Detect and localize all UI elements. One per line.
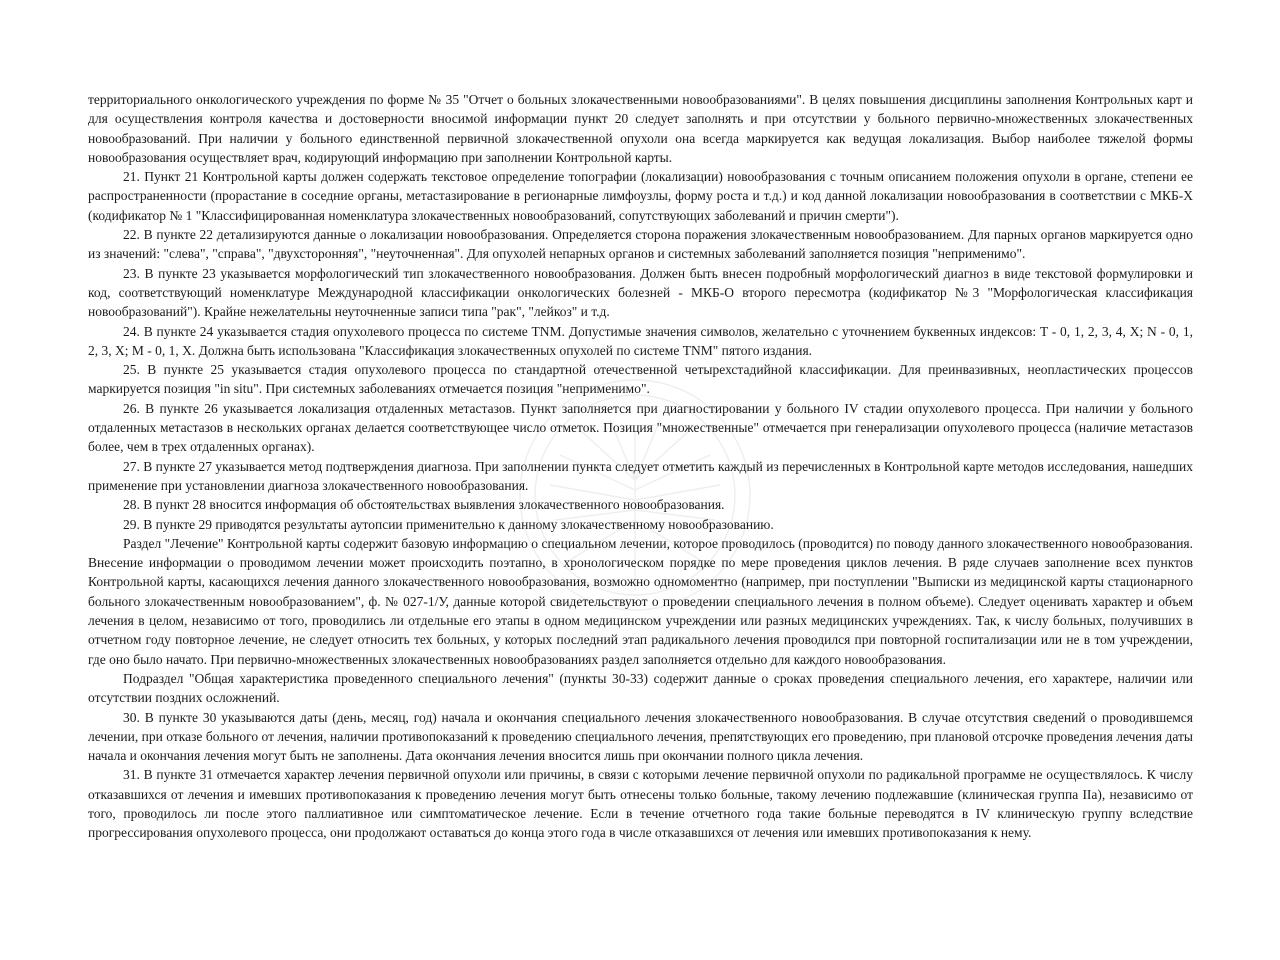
paragraph-item-22: 22. В пункте 22 детализируются данные о локализации новообразования. Определяется сторона поражения злокачественным новообразованием. Для парных органов маркируется одно из значений: "слева", "справа", "двухсторонняя", "неуточненная". Для опухолей непарных органов и системных заболеваний заполняется позиция "неприменимо". [88,227,1193,262]
paragraph-item-24: 24. В пункте 24 указывается стадия опухолевого процесса по системе TNM. Допустимые значения символов, желательно с уточнением буквенных индексов: T - 0, 1, 2, 3, 4, X; N - 0, 1, 2, 3, X; M - 0, 1, X. Должна быть использована "Классификация злокачественных опухолей по системе TNM" пятого издания. [88,323,1193,358]
paragraph-item-28: 28. В пункт 28 вносится информация об обстоятельствах выявления злокачественного новообразования. [123,497,725,513]
paragraph-treatment-section: Раздел "Лечение" Контрольной карты содержит базовую информацию о специальном лечении, которое проводилось (проводится) по поводу данного злокачественного новообразования. Внесение информации о проводимом лечении может происходить поэтапно, в хронологическом порядке по мере проведения циклов лечения. В ряде случаев заполнение всех пунктов Контрольной карты, касающихся лечения данного злокачественного новообразования, возможно одномоментно (например, при поступлении "Выписки из медицинской карты стационарного больного злокачественным новообразованием", ф. № 027-1/У, данные которой свидетельствуют о проведении специального лечения в полном объеме). Следует оценивать характер и объем лечения в целом, независимо от того, проводились ли отдельные его этапы в одном медицинском учреждении или разных медицинских учреждениях. Так, к числу больных, получивших в отчетном году повторное лечение, не следует относить тех больных, у которых последний этап радикального лечения проводился при повторной госпитализации или не в том учреждении, где оно было начато. При первично-множественных злокачественных новообразованиях раздел заполняется отдельно для каждого новообразования. [88,535,1193,667]
paragraph-item-30: 30. В пункте 30 указываются даты (день, месяц, год) начала и окончания специального лечения злокачественного новообразования. В случае отсутствия сведений о проводившемся лечении, при отказе больного от лечения, наличии противопоказаний к проведению специального лечения, препятствующих его проведению, при плановой отсрочке проведения лечения даты начала и окончания лечения могут быть не заполнены. Дата окончания лечения вносится лишь при окончании полного цикла лечения. [88,709,1193,764]
paragraph-intro: территориального онкологического учреждения по форме № 35 "Отчет о больных злокачественными новообразованиями". В целях повышения дисциплины заполнения Контрольных карт и для осуществления контроля качества и достоверности вносимой информации пункт 20 следует заполнять и при отсутствии у больного первично-множественных злокачественных новообразований. При наличии у больного единственной первичной злокачественной опухоли она всегда маркируется как ведущая локализация. Выбор наиболее тяжелой формы новообразования осуществляет врач, кодирующий информацию при заполнении Контрольной карты. [88,92,1193,165]
document-body [88,90,1193,843]
paragraph-item-26: 26. В пункте 26 указывается локализация отдаленных метастазов. Пункт заполняется при диагностировании у больного IV стадии опухолевого процесса. При наличии у больного отдаленных метастазов в нескольких органах делается соответствующее число отметок. Позиция "множественные" отмечается при генерализации опухолевого процесса (наличие метастазов более, чем в трех отдаленных органах). [88,400,1193,455]
paragraph-item-31: 31. В пункте 31 отмечается характер лечения первичной опухоли или причины, в связи с которыми лечение первичной опухоли по радикальной программе не осуществлялось. К числу отказавшихся от лечения и имевших противопоказания к проведению лечения могут быть отнесены только больные, такому лечению подлежавшие (клиническая группа IIa), независимо от того, проводилось ли после этого паллиативное или симптоматическое лечение. Если в течение отчетного года такие больные переводятся в IV клиническую группу вследствие прогрессирования опухолевого процесса, они продолжают оставаться до конца этого года в числе отказавшихся от лечения или имевших противопоказания к нему. [88,767,1193,841]
paragraph-item-27: 27. В пункте 27 указывается метод подтверждения диагноза. При заполнении пункта следует отметить каждый из перечисленных в Контрольной карте методов исследования, нашедших применение при установлении диагноза злокачественного новообразования. [88,458,1193,493]
paragraph-treatment-subsection: Подраздел "Общая характеристика проведенного специального лечения" (пункты 30-33) содержит данные о сроках проведения специального лечения, его характере, наличии или отсутствии поздних осложнений. [88,670,1193,706]
paragraph-item-21: 21. Пункт 21 Контрольной карты должен содержать текстовое определение топографии (локализации) новообразования с точным описанием положения опухоли в органе, степени ее распространенности (прорастание в соседние органы, метастазирование в регионарные лимфоузлы, форму роста и т.д.) и код данной локализации новообразования в соответствии с МКБ-Х (кодификатор № 1 "Классифицированная номенклатура злокачественных новообразований, сопутствующих заболеваний и причин смерти"). [88,169,1193,223]
paragraph-item-29: 29. В пункте 29 приводятся результаты аутопсии применительно к данному злокачественному новообразованию. [123,516,774,532]
paragraph-item-23: 23. В пункте 23 указывается морфологический тип злокачественного новообразования. Должен быть внесен подробный морфологический диагноз в виде текстовой формулировки и код, соответствующий номенклатуре Международной классификации онкологических болезней - МКБ-О второго пересмотра (кодификатор №3 "Морфологическая классификация новообразований"). Крайне нежелательны неуточненные записи типа "рак", "лейкоз" и т.д. [88,265,1193,320]
paragraph-item-25: 25. В пункте 25 указывается стадия опухолевого процесса по стандартной отечественной четырехстадийной классификации. Для преинвазивных, неопластических процессов маркируется позиция "in situ". При системных заболеваниях отмечается позиция "неприменимо". [88,362,1193,397]
